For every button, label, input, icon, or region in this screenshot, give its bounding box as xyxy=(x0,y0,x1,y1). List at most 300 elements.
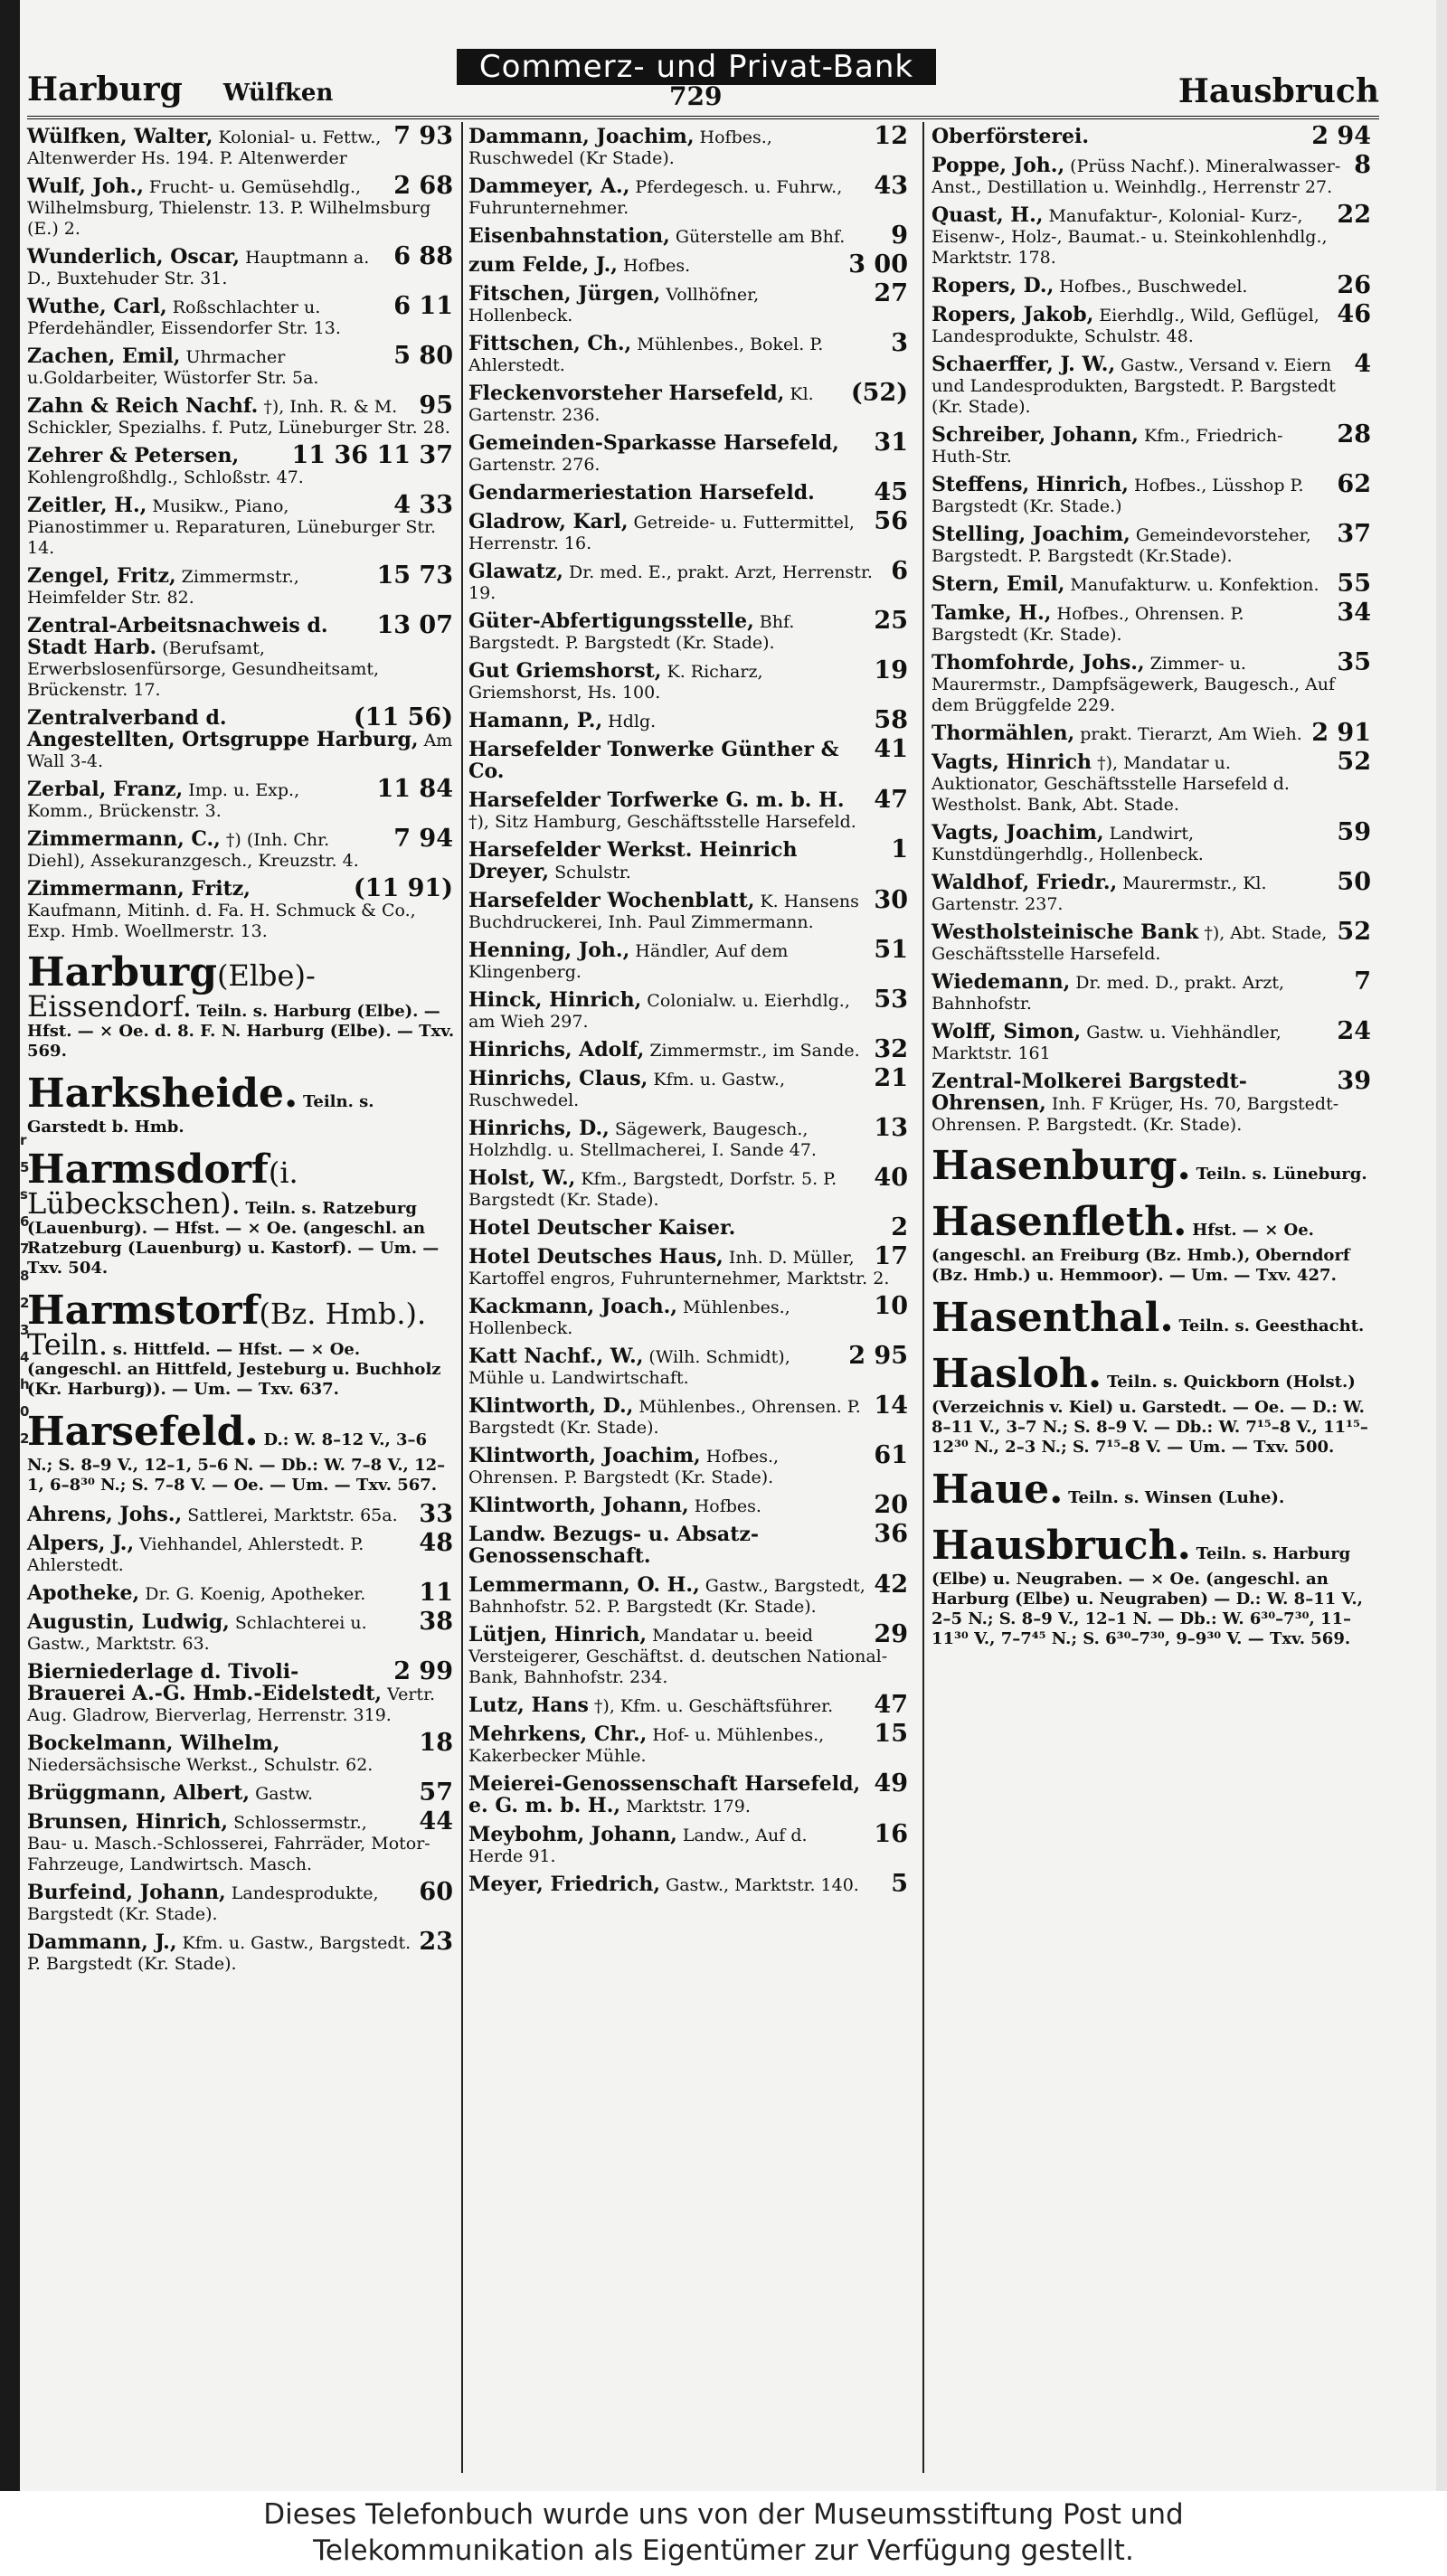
directory-entry xyxy=(468,1213,912,1241)
phone-number: 21 xyxy=(874,1064,908,1092)
entry-details: Colonialw. u. Eierhdlg., am Wieh 297. xyxy=(468,991,850,1032)
directory-entry xyxy=(932,151,1375,198)
column-divider xyxy=(922,122,924,2473)
phone-number: 13 xyxy=(874,1114,908,1142)
directory-entry xyxy=(468,429,912,476)
entry-name: Hinrichs, D., xyxy=(468,1117,610,1140)
entry-details: Mühlenbes., Bokel. P. Ahlerstedt. xyxy=(468,335,824,375)
entry-name: Landw. Bezugs- u. Absatz-Genossenschaft. xyxy=(468,1523,759,1568)
town-heading xyxy=(27,949,457,1062)
directory-entry xyxy=(27,491,457,559)
phone-number: 43 xyxy=(874,172,908,200)
entry-name: Lemmermann, O. H., xyxy=(468,1573,700,1597)
entry-name: Klintworth, D., xyxy=(468,1394,634,1418)
entry-name: Zentralverband d. Angestellten, Ortsgruppe Harburg, xyxy=(27,706,419,751)
phone-number: 56 xyxy=(874,507,908,535)
phone-number: 38 xyxy=(419,1608,453,1636)
entry-details: Maurermstr., Kl. Gartenstr. 237. xyxy=(932,873,1267,914)
entry-name: Hinrichs, Claus, xyxy=(468,1067,648,1090)
directory-entry xyxy=(27,1608,457,1655)
phone-number: 62 xyxy=(1337,470,1371,498)
entry-details: (Berufsamt, Erwerbslosenfürsorge, Gesundheitsamt, Brückenstr. 17. xyxy=(27,638,380,700)
entry-details: Imp. u. Exp., Komm., Brückenstr. 3. xyxy=(27,780,300,821)
entry-name: Gemeinden-Sparkasse Harsefeld, xyxy=(468,431,839,455)
directory-entry xyxy=(27,1529,457,1576)
entry-name: Gut Griemshorst, xyxy=(468,659,662,683)
bank-banner: Commerz- und Privat-Bank xyxy=(457,49,936,85)
directory-entry xyxy=(27,1500,457,1528)
directory-entry xyxy=(932,918,1375,965)
entry-name: Bierniederlage d. Tivoli-Brauerei A.-G. Hmb.-Eidelstedt, xyxy=(27,1660,383,1705)
directory-entry xyxy=(27,775,457,822)
entry-details: Dr. med. D., prakt. Arzt, Bahnhofstr. xyxy=(932,973,1285,1014)
entry-details: Landw., Auf d. Herde 91. xyxy=(468,1826,808,1866)
town-heading xyxy=(27,1288,457,1400)
phone-number: 11 36 11 37 xyxy=(291,441,453,469)
entry-details: Pferdegesch. u. Fuhrw., Fuhrunternehmer. xyxy=(468,177,843,218)
directory-entry xyxy=(932,1017,1375,1064)
footer-note xyxy=(0,2491,1447,2576)
phone-number: 24 xyxy=(1337,1017,1371,1045)
entry-name: Meyer, Friedrich, xyxy=(468,1873,660,1896)
margin-mark: s xyxy=(20,1186,28,1203)
entry-details: Frucht- u. Gemüsehdlg., Wilhelmsburg, Thielenstr. 13. P. Wilhelmsburg (E.) 2. xyxy=(27,177,431,239)
entry-details: Viehhandel, Ahlerstedt. P. Ahlerstedt. xyxy=(27,1534,364,1575)
directory-entry xyxy=(932,122,1375,150)
phone-number: 12 xyxy=(874,122,908,150)
margin-mark: 4 xyxy=(20,1349,30,1365)
entry-details: Güterstelle am Bhf. xyxy=(675,227,846,247)
directory-entry xyxy=(468,478,912,506)
entry-name: Zehrer & Petersen, xyxy=(27,444,240,467)
entry-details: K. Richarz, Griemshorst, Hs. 100. xyxy=(468,662,763,703)
entry-details: Kl. Gartenstr. 236. xyxy=(468,384,814,425)
entry-details: †), Sitz Hamburg, Geschäftsstelle Harsefeld. xyxy=(468,812,856,832)
entry-details: Vertr. Aug. Gladrow, Bierverlag, Herrenstr. 319. xyxy=(27,1684,436,1725)
phone-number: 19 xyxy=(874,656,908,684)
entry-name: Gladrow, Karl, xyxy=(468,510,629,533)
directory-entry xyxy=(468,1064,912,1111)
phone-number: 1 xyxy=(891,835,908,863)
entry-details: K. Hansens Buchdruckerei, Inh. Paul Zimmermann. xyxy=(468,892,859,932)
entry-details: Dr. G. Koenig, Apotheker. xyxy=(145,1584,366,1604)
entry-name: Zentral-Arbeitsnachweis d. Stadt Harb. xyxy=(27,614,328,659)
phone-number: 29 xyxy=(874,1620,908,1648)
entry-name: Hinck, Hinrich, xyxy=(468,988,642,1012)
town-info: Teiln. s. Harburg (Elbe) u. Neugraben. — × Oe. (angeschl. an Harburg (Elbe) u. Neugraben) — D.: W. 8–11 V., 2–5 N.; S. 8–9 V., 12–1 N. — Db.: W. 6³⁰–7³⁰, 11–11³⁰ V., 7–7⁴⁵ N.; S. 6³⁰–7³⁰, 9–9³⁰ V. — Txv. 569. xyxy=(932,1544,1363,1648)
entry-details: prakt. Tierarzt, Am Wieh. xyxy=(1080,724,1302,744)
directory-entry xyxy=(932,967,1375,1014)
phone-number: 26 xyxy=(1337,271,1371,299)
entry-details: Hofbes., Buschwedel. xyxy=(1059,277,1248,297)
phone-number: 2 94 xyxy=(1311,122,1371,150)
phone-number: 33 xyxy=(419,1500,453,1528)
entry-name: Lütjen, Hinrich, xyxy=(468,1623,648,1647)
entry-details: Zimmermstr., im Sande. xyxy=(649,1041,860,1061)
phone-number: 2 91 xyxy=(1311,719,1371,747)
entry-name: Kackmann, Joach., xyxy=(468,1295,677,1318)
entry-details: Gastw., Marktstr. 140. xyxy=(666,1875,859,1895)
directory-entry xyxy=(27,1779,457,1807)
phone-number: 30 xyxy=(874,886,908,914)
directory-entry xyxy=(932,271,1375,299)
directory-entry xyxy=(27,342,457,389)
directory-entry xyxy=(932,520,1375,567)
entry-name: Quast, H., xyxy=(932,203,1044,227)
town-info: Teiln. s. Ratzeburg (Lauenburg). — Hfst. — × Oe. (angeschl. an Ratzeburg (Lauenburg) u. Kastorf). — Um. — Txv. 504. xyxy=(27,1199,440,1278)
directory-entry xyxy=(932,1067,1375,1136)
entry-name: Holst, W., xyxy=(468,1166,576,1190)
town-info: Hfst. — × Oe. (angeschl. an Freiburg (Bz. Hmb.), Oberndorf (Bz. Hmb.) u. Hemmoor). — Um. — Txv. 427. xyxy=(932,1221,1350,1285)
directory-entry xyxy=(468,1769,912,1817)
entry-name: Henning, Joh., xyxy=(468,939,630,962)
entry-details: Marktstr. 179. xyxy=(626,1797,751,1816)
entry-name: Hotel Deutscher Kaiser. xyxy=(468,1216,736,1240)
entry-name: Poppe, Joh., xyxy=(932,154,1065,177)
entry-details: Hofbes., Lüsshop P. Bargstedt (Kr. Stade.) xyxy=(932,476,1304,516)
entry-name: Harsefelder Torfwerke G. m. b. H. xyxy=(468,788,845,812)
phone-number: 4 33 xyxy=(393,491,453,519)
directory-entry xyxy=(27,1657,457,1726)
entry-details: Landesprodukte, Bargstedt (Kr. Stade). xyxy=(27,1883,379,1924)
entry-name: Vagts, Joachim, xyxy=(932,821,1104,845)
town-name: Hasloh. xyxy=(932,1351,1102,1397)
entry-details: Zimmermstr., Heimfelder Str. 82. xyxy=(27,567,299,608)
phone-number: 55 xyxy=(1337,570,1371,598)
entry-name: Zahn & Reich Nachf. xyxy=(27,394,259,418)
entry-name: Ahrens, Johs., xyxy=(27,1503,183,1526)
entry-details: Sägewerk, Baugesch., Holzhdlg. u. Stellmacherei, I. Sande 47. xyxy=(468,1119,817,1160)
entry-details: Gastw., Versand v. Eiern und Landesprodukten, Bargstedt. P. Bargstedt (Kr. Stade). xyxy=(932,355,1336,417)
phone-number: 52 xyxy=(1337,918,1371,946)
directory-entry xyxy=(468,1242,912,1289)
directory-entry xyxy=(468,1441,912,1488)
entry-name: Hinrichs, Adolf, xyxy=(468,1038,645,1062)
phone-number: 14 xyxy=(874,1392,908,1420)
entry-name: Eisenbahnstation, xyxy=(468,224,670,248)
entry-details: Hdlg. xyxy=(608,712,657,731)
town-suffix: (i. Lübeckschen). xyxy=(27,1156,298,1221)
entry-name: Fitschen, Jürgen, xyxy=(468,282,661,306)
town-name: Harmstorf xyxy=(27,1288,260,1334)
entry-name: Stern, Emil, xyxy=(932,572,1065,596)
entry-details: Musikw., Piano, Pianostimmer u. Reparaturen, Lüneburger Str. 14. xyxy=(27,496,437,558)
entry-name: Harsefelder Wochenblatt, xyxy=(468,889,755,912)
directory-entry xyxy=(468,557,912,604)
phone-number: 50 xyxy=(1337,868,1371,896)
entry-details: Kaufmann, Mitinh. d. Fa. H. Schmuck & Co., Exp. Hmb. Woellmerstr. 13. xyxy=(27,901,416,941)
directory-entry xyxy=(468,250,912,278)
entry-name: Apotheke, xyxy=(27,1581,140,1605)
town-name: Harburg xyxy=(27,949,217,995)
entry-name: Hamann, P., xyxy=(468,709,603,732)
entry-name: Mehrkens, Chr., xyxy=(468,1722,648,1746)
phone-number: 7 93 xyxy=(393,122,453,150)
town-info: Teiln. s. Lüneburg. xyxy=(1196,1165,1367,1184)
entry-name: Augustin, Ludwig, xyxy=(27,1610,230,1634)
entry-details: Hof- u. Mühlenbes., Kakerbecker Mühle. xyxy=(468,1725,825,1766)
margin-mark: 6 xyxy=(20,1213,30,1230)
entry-details: Bhf. Bargstedt. P. Bargstedt (Kr. Stade). xyxy=(468,612,795,653)
directory-entry xyxy=(932,201,1375,269)
town-heading xyxy=(27,1146,457,1279)
margin-mark: h xyxy=(20,1376,30,1392)
town-info: Teiln. s. Quickborn (Holst.) (Verzeichnis v. Kiel) u. Garstedt. — Oe. — D.: W. 8–11 V., 3–7 N.; S. 8–9 V. — Db.: W. 7¹⁵–8 V., 11¹⁵–12³⁰ N., 2–3 N.; S. 7¹⁵–8 V. — Um. — Txv. 500. xyxy=(932,1373,1368,1457)
entry-name: Lutz, Hans xyxy=(468,1694,589,1717)
directory-entry xyxy=(27,292,457,339)
phone-number: 39 xyxy=(1337,1067,1371,1095)
entry-details: Am Wall 3-4. xyxy=(27,731,453,771)
directory-entry xyxy=(27,1729,457,1776)
scan-page-edge xyxy=(1436,0,1447,2491)
entry-details: †), Kfm. u. Geschäftsführer. xyxy=(593,1696,834,1716)
town-info: s. Hittfeld. — Hfst. — × Oe. (angeschl. an Hittfeld, Jesteburg u. Buchholz (Kr. Harburg)). — Um. — Txv. 637. xyxy=(27,1340,441,1399)
entry-name: Katt Nachf., W., xyxy=(468,1345,644,1368)
directory-entry xyxy=(932,570,1375,598)
phone-number: 2 xyxy=(891,1213,908,1241)
directory-entry xyxy=(932,300,1375,347)
entry-name: Dammann, Joachim, xyxy=(468,125,695,148)
entry-name: Wuthe, Carl, xyxy=(27,295,167,318)
entry-details: Hofbes., Ruschwedel (Kr Stade). xyxy=(468,127,772,168)
entry-details: Inh. F Krüger, Hs. 70, Bargstedt-Ohrensen. P. Bargstedt. (Kr. Stade). xyxy=(932,1094,1339,1135)
phone-number: 22 xyxy=(1337,201,1371,229)
entry-details: Gastw. u. Viehhändler, Marktstr. 161 xyxy=(932,1023,1281,1063)
directory-entry xyxy=(932,748,1375,816)
phone-number: 4 xyxy=(1354,350,1371,378)
header-right: Hausbruch xyxy=(1177,72,1379,110)
entry-name: Brüggmann, Albert, xyxy=(27,1781,251,1805)
phone-number: 3 xyxy=(891,329,908,357)
town-name: Hasenburg. xyxy=(932,1143,1191,1189)
entry-details: Hauptmann a. D., Buxtehuder Str. 31. xyxy=(27,248,370,288)
phone-number: 41 xyxy=(874,735,908,763)
phone-number: 53 xyxy=(874,986,908,1014)
margin-mark: 5 xyxy=(20,1159,30,1175)
directory-entry xyxy=(27,392,457,439)
entry-details: Hofbes., Ohrensen. P. Bargstedt (Kr. Stade). xyxy=(932,604,1244,645)
phone-number: 95 xyxy=(419,392,453,420)
entry-details: Kfm., Bargstedt, Dorfstr. 5. P. Bargstedt (Kr. Stade). xyxy=(468,1169,837,1210)
header-place: Harburg xyxy=(27,71,183,109)
entry-name: Fleckenvorsteher Harsefeld, xyxy=(468,382,785,405)
entry-details: (Wilh. Schmidt), Mühle u. Landwirtschaft. xyxy=(468,1347,790,1388)
town-heading xyxy=(932,1523,1375,1649)
directory-entry xyxy=(468,379,912,426)
entry-details: Schlossermstr., Bau- u. Masch.-Schlosserei, Fahrräder, Motor-Fahrzeuge, Landwirtsch. Masch. xyxy=(27,1813,430,1874)
town-suffix: (Elbe)-Eissendorf. xyxy=(27,958,316,1024)
entry-details: (Prüss Nachf.). Mineralwasser-Anst., Destillation u. Weinhdlg., Herrenstr 27. xyxy=(932,156,1341,197)
directory-entry xyxy=(468,1292,912,1339)
phone-number: 52 xyxy=(1337,748,1371,776)
entry-name: Wülfken, Walter, xyxy=(27,125,213,148)
directory-entry xyxy=(468,886,912,933)
town-name: Harmsdorf xyxy=(27,1146,269,1193)
entry-name: Wulf, Joh., xyxy=(27,175,144,198)
directory-entry xyxy=(27,703,457,772)
phone-number: 8 xyxy=(1354,151,1371,179)
entry-details: †) (Inh. Chr. Diehl), Assekuranzgesch., Kreuzstr. 4. xyxy=(27,830,359,871)
phone-number: 7 94 xyxy=(393,825,453,853)
directory-entry xyxy=(468,1820,912,1867)
entry-details: Eierhdlg., Wild, Geflügel, Landesprodukte, Schulstr. 48. xyxy=(932,306,1319,346)
town-name: Haue. xyxy=(932,1467,1064,1513)
margin-mark: 0 xyxy=(20,1403,30,1420)
entry-name: Zengel, Fritz, xyxy=(27,564,176,588)
directory-entry xyxy=(932,648,1375,716)
phone-number: 49 xyxy=(874,1769,908,1798)
entry-details: Kolonial- u. Fettw., Altenwerder Hs. 194. P. Altenwerder xyxy=(27,127,382,168)
phone-number: 15 xyxy=(874,1720,908,1748)
phone-number: 25 xyxy=(874,607,908,635)
town-name: Hasenfleth. xyxy=(932,1199,1187,1245)
header-first-word: Wülfken xyxy=(222,80,334,107)
phone-number: 35 xyxy=(1337,648,1371,676)
entry-details: Gemeindevorsteher, Bargstedt. P. Bargstedt (Kr.Stade). xyxy=(932,525,1311,566)
margin-mark: r xyxy=(20,1132,27,1148)
directory-entry xyxy=(932,818,1375,865)
directory-entry xyxy=(468,1691,912,1719)
entry-name: Zerbal, Franz, xyxy=(27,778,184,801)
entry-name: zum Felde, J., xyxy=(468,253,618,277)
directory-entry xyxy=(27,122,457,169)
directory-entry xyxy=(468,735,912,783)
entry-name: Dammeyer, A., xyxy=(468,175,630,198)
entry-name: Harsefelder Tonwerke Günther & Co. xyxy=(468,738,839,783)
entry-details: Gartenstr. 276. xyxy=(468,455,601,475)
entry-details: Getreide- u. Futtermittel, Herrenstr. 16. xyxy=(468,513,855,553)
directory-entry xyxy=(468,1491,912,1519)
entry-name: Stelling, Joachim, xyxy=(932,523,1130,546)
entry-name: Bockelmann, Wilhelm, xyxy=(27,1731,280,1755)
entry-name: Zimmermann, Fritz, xyxy=(27,877,251,901)
entry-name: Schreiber, Johann, xyxy=(932,423,1139,447)
scan-binding-edge xyxy=(0,0,20,2491)
directory-entry xyxy=(27,825,457,872)
directory-entry xyxy=(468,607,912,654)
directory-entry xyxy=(468,1342,912,1389)
entry-details: Hofbes. xyxy=(694,1496,761,1516)
entry-name: Harsefelder Werkst. Heinrich Dreyer, xyxy=(468,838,798,883)
phone-number: 60 xyxy=(419,1878,453,1906)
entry-name: Westholsteinische Bank xyxy=(932,920,1199,944)
entry-name: Zachen, Emil, xyxy=(27,344,181,368)
margin-mark: 2 xyxy=(20,1295,30,1311)
phone-number: 37 xyxy=(1337,520,1371,548)
directory-entry xyxy=(468,1114,912,1161)
entry-details: Landwirt, Kunstdüngerhdlg., Hollenbeck. xyxy=(932,824,1204,864)
entry-name: Burfeind, Johann, xyxy=(27,1881,226,1904)
directory-entry xyxy=(468,1571,912,1618)
entry-details: Kfm., Friedrich-Huth-Str. xyxy=(932,426,1283,467)
entry-name: Ropers, D., xyxy=(932,274,1055,297)
phone-number: 40 xyxy=(874,1164,908,1192)
town-heading xyxy=(932,1295,1375,1342)
phone-number: 17 xyxy=(874,1242,908,1270)
phone-number: 2 95 xyxy=(848,1342,908,1370)
entry-details: Hofbes., Ohrensen. P. Bargstedt (Kr. Stade). xyxy=(468,1447,780,1487)
phone-number: 51 xyxy=(874,936,908,964)
column-divider xyxy=(461,122,463,2473)
margin-mark: 7 xyxy=(20,1241,30,1257)
column-3 xyxy=(932,122,1375,1658)
directory-entry xyxy=(468,1720,912,1767)
entry-name: Schaerffer, J. W., xyxy=(932,353,1116,376)
town-heading xyxy=(932,1199,1375,1286)
entry-name: Zeitler, H., xyxy=(27,494,147,517)
directory-entry xyxy=(27,1928,457,1975)
directory-entry xyxy=(468,1620,912,1688)
phone-number: 61 xyxy=(874,1441,908,1469)
entry-details: Zimmer- u. Maurermstr., Dampfsägewerk, Baugesch., Auf dem Brüggfelde 229. xyxy=(932,654,1336,715)
entry-name: Brunsen, Hinrich, xyxy=(27,1810,229,1834)
phone-number: 59 xyxy=(1337,818,1371,846)
header-rule xyxy=(27,116,1379,119)
directory-entry xyxy=(27,874,457,942)
directory-entry xyxy=(468,1035,912,1063)
phone-number: 13 07 xyxy=(376,611,453,639)
phone-number: 10 xyxy=(874,1292,908,1320)
town-heading xyxy=(932,1467,1375,1514)
entry-details: Gastw. xyxy=(255,1784,314,1804)
directory-entry xyxy=(932,470,1375,517)
directory-entry xyxy=(468,1392,912,1439)
entry-name: Thomfohrde, Johs., xyxy=(932,651,1145,675)
directory-entry xyxy=(468,1870,912,1898)
town-info: D.: W. 8–12 V., 3–6 N.; S. 8–9 V., 12–1, 5–6 N. — Db.: W. 7–8 V., 12–1, 6–8³⁰ N.; S. 7–8 V. — Oe. — Um. — Txv. 567. xyxy=(27,1430,446,1495)
entry-details: Mühlenbes., Ohrensen. P. Bargstedt (Kr. Stade). xyxy=(468,1397,861,1438)
entry-details: Manufaktur-, Kolonial- Kurz-, Eisenw-, Holz-, Baumat.- u. Steinkohlenhdlg., Marktstr. 178. xyxy=(932,206,1328,268)
phone-number: 47 xyxy=(874,1691,908,1719)
entry-name: Güter-Abfertigungsstelle, xyxy=(468,609,754,633)
phone-number: (11 91) xyxy=(353,874,453,902)
town-info: Teiln. s. Winsen (Luhe). xyxy=(1068,1488,1285,1507)
town-info: Teiln. s. Geesthacht. xyxy=(1178,1316,1365,1335)
phone-number: 2 68 xyxy=(393,172,453,200)
phone-number: 44 xyxy=(419,1807,453,1835)
entry-details: Uhrmacher u.Goldarbeiter, Wüstorfer Str. 5a. xyxy=(27,347,319,388)
entry-details: Niedersächsische Werkst., Schulstr. 62. xyxy=(27,1755,374,1775)
directory-entry xyxy=(468,507,912,554)
footer-line-1: Dieses Telefonbuch wurde uns von der Museumsstiftung Post und xyxy=(263,2498,1184,2531)
phone-number: 15 73 xyxy=(376,561,453,590)
phone-number: 6 11 xyxy=(393,292,453,320)
directory-entry xyxy=(468,279,912,326)
directory-entry xyxy=(468,936,912,983)
header-left xyxy=(27,71,333,109)
entry-name: Glawatz, xyxy=(468,560,563,583)
phone-number: 2 99 xyxy=(393,1657,453,1685)
margin-mark: 8 xyxy=(20,1268,30,1284)
phone-number: 47 xyxy=(874,786,908,814)
directory-entry xyxy=(27,172,457,240)
town-name: Harsefeld. xyxy=(27,1409,259,1455)
town-name: Hausbruch. xyxy=(932,1523,1191,1569)
directory-entry xyxy=(468,329,912,376)
entry-name: Fittschen, Ch., xyxy=(468,332,632,355)
entry-name: Gendarmeriestation Harsefeld. xyxy=(468,481,815,505)
column-1 xyxy=(27,122,457,1982)
entry-details: Vollhöfner, Hollenbeck. xyxy=(468,285,760,326)
directory-entry xyxy=(27,561,457,609)
entry-name: Wiedemann, xyxy=(932,970,1071,994)
directory-entry xyxy=(932,719,1375,747)
town-suffix: (Bz. Hmb.). Teiln. xyxy=(27,1297,427,1362)
town-heading xyxy=(27,1409,457,1496)
phone-number: 57 xyxy=(419,1779,453,1807)
phone-number: 23 xyxy=(419,1928,453,1956)
entry-name: Meierei-Genossenschaft Harsefeld, e. G. m. b. H., xyxy=(468,1772,861,1817)
